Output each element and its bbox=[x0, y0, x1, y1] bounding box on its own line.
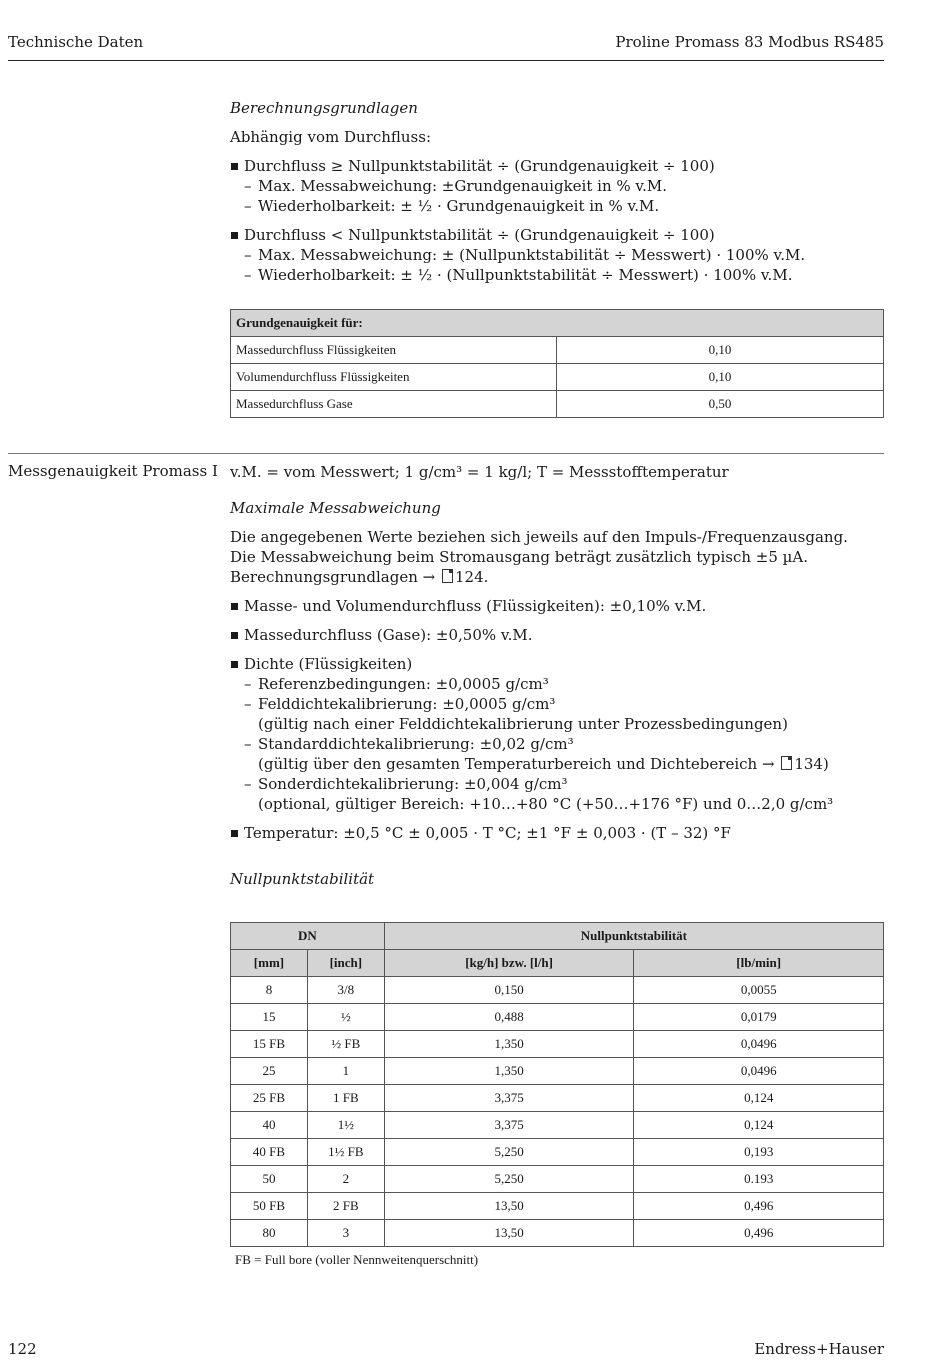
dn-inch-cell: 1 FB bbox=[307, 1085, 384, 1112]
density-sub-3-note bbox=[230, 754, 884, 774]
density-sub-3-text: Standarddichtekalibrierung: ±0,02 g/cm³ bbox=[258, 735, 574, 753]
table-row bbox=[231, 364, 884, 391]
accuracy-bullet-mass-volume-text: Masse- und Volumendurchfluss (Flüssigkeiten): ±0,10% v.M. bbox=[244, 597, 707, 615]
calc-bullet-1-sub-2: – Wiederholbarkeit: ± ½ · Grundgenauigkeit in % v.M. bbox=[244, 197, 660, 215]
row-value: 0,10 bbox=[557, 364, 884, 391]
lbmin-cell: 0,0496 bbox=[634, 1031, 884, 1058]
kgh-cell: 1,350 bbox=[384, 1031, 634, 1058]
mm-header: [mm] bbox=[231, 950, 308, 977]
accuracy-bullet-gas-text: Massedurchfluss (Gase): ±0,50% v.M. bbox=[244, 626, 533, 644]
zero-stability-body bbox=[231, 977, 884, 1247]
zero-stability-table bbox=[230, 922, 884, 1247]
table-row bbox=[231, 1085, 884, 1112]
density-sub-2-note: (gültig nach einer Felddichtekalibrierung unter Prozessbedingungen) bbox=[258, 715, 788, 733]
table-row bbox=[231, 1193, 884, 1220]
lbmin-cell: 0,0179 bbox=[634, 1004, 884, 1031]
lbmin-cell: 0,496 bbox=[634, 1220, 884, 1247]
calc-intro: Abhängig vom Durchfluss: bbox=[230, 128, 431, 146]
table-subheader-row bbox=[231, 950, 884, 977]
brand-name: Endress+Hauser bbox=[754, 1340, 884, 1358]
calc-title: Berechnungsgrundlagen bbox=[230, 99, 418, 117]
max-error-title: Maximale Messabweichung bbox=[230, 499, 441, 517]
lbmin-cell: 0,0055 bbox=[634, 977, 884, 1004]
density-sub-2: – Felddichtekalibrierung: ±0,0005 g/cm³ bbox=[244, 695, 556, 713]
accuracy-bullet-density bbox=[230, 654, 884, 674]
table-row bbox=[231, 977, 884, 1004]
table-row bbox=[231, 1166, 884, 1193]
accuracy-block bbox=[230, 462, 884, 889]
row-label: Massedurchfluss Gase bbox=[231, 391, 557, 418]
base-accuracy-header: Grundgenauigkeit für: bbox=[231, 310, 884, 337]
table-row bbox=[231, 1004, 884, 1031]
page-ref-icon bbox=[442, 569, 453, 583]
page-ref-link[interactable]: 124. bbox=[454, 568, 489, 586]
lbmin-cell: 0,193 bbox=[634, 1139, 884, 1166]
density-sub-4-text: Sonderdichtekalibrierung: ±0,004 g/cm³ bbox=[258, 775, 568, 793]
calc-bullet-2 bbox=[230, 225, 884, 245]
table-row bbox=[231, 1220, 884, 1247]
max-error-text-1: Die angegebenen Werte beziehen sich jeweils auf den Impuls-/Frequenzausgang. bbox=[230, 528, 848, 546]
row-label: Volumendurchfluss Flüssigkeiten bbox=[231, 364, 557, 391]
kgh-header: [kg/h] bzw. [l/h] bbox=[384, 950, 634, 977]
kgh-cell: 5,250 bbox=[384, 1139, 634, 1166]
calc-block bbox=[230, 98, 884, 285]
page-ref-link[interactable]: 134) bbox=[794, 755, 829, 773]
dn-mm-cell: 15 bbox=[231, 1004, 308, 1031]
dn-inch-cell: 3 bbox=[307, 1220, 384, 1247]
accuracy-bullet-density-text: Dichte (Flüssigkeiten) bbox=[244, 655, 413, 673]
lbmin-cell: 0,0496 bbox=[634, 1058, 884, 1085]
calc-bullet-2-sub-1-text: Max. Messabweichung: ± (Nullpunktstabilität ÷ Messwert) · 100% v.M. bbox=[258, 246, 806, 264]
row-label: Massedurchfluss Flüssigkeiten bbox=[231, 337, 557, 364]
dn-mm-cell: 50 bbox=[231, 1166, 308, 1193]
calc-bullet-1 bbox=[230, 156, 884, 176]
density-sub-2-text: Felddichtekalibrierung: ±0,0005 g/cm³ bbox=[258, 695, 556, 713]
calc-bullet-1-sub-1: – Max. Messabweichung: ±Grundgenauigkeit in % v.M. bbox=[244, 177, 667, 195]
calc-bullet-2-sub-2: – Wiederholbarkeit: ± ½ · (Nullpunktstabilität ÷ Messwert) · 100% v.M. bbox=[244, 266, 793, 284]
calc-bullet-1-sub-1-text: Max. Messabweichung: ±Grundgenauigkeit in % v.M. bbox=[258, 177, 667, 195]
row-value: 0,50 bbox=[557, 391, 884, 418]
table-row bbox=[231, 1058, 884, 1085]
accuracy-bullet-temperature bbox=[230, 823, 884, 843]
dn-mm-cell: 25 FB bbox=[231, 1085, 308, 1112]
dn-header: DN bbox=[231, 923, 385, 950]
density-sub-3: – Standarddichtekalibrierung: ±0,02 g/cm³ bbox=[244, 735, 574, 753]
accuracy-bullet-gas bbox=[230, 625, 884, 645]
density-sub-1-text: Referenzbedingungen: ±0,0005 g/cm³ bbox=[258, 675, 549, 693]
dn-mm-cell: 40 bbox=[231, 1112, 308, 1139]
lbmin-header: [lb/min] bbox=[634, 950, 884, 977]
section-side-label: Messgenauigkeit Promass I bbox=[8, 462, 218, 480]
kgh-cell: 0,150 bbox=[384, 977, 634, 1004]
table-row bbox=[231, 391, 884, 418]
zero-stability-title: Nullpunktstabilität bbox=[230, 870, 375, 888]
density-sub-1: – Referenzbedingungen: ±0,0005 g/cm³ bbox=[244, 675, 549, 693]
zero-stability-header: Nullpunktstabilität bbox=[384, 923, 883, 950]
dn-mm-cell: 25 bbox=[231, 1058, 308, 1085]
dn-inch-cell: ½ bbox=[307, 1004, 384, 1031]
dn-mm-cell: 80 bbox=[231, 1220, 308, 1247]
density-sub-4: – Sonderdichtekalibrierung: ±0,004 g/cm³ bbox=[244, 775, 568, 793]
base-accuracy-table bbox=[230, 309, 884, 418]
accuracy-bullet-mass-volume bbox=[230, 596, 884, 616]
kgh-cell: 13,50 bbox=[384, 1220, 634, 1247]
page-number: 122 bbox=[8, 1340, 37, 1358]
dn-inch-cell: 1½ FB bbox=[307, 1139, 384, 1166]
inch-header: [inch] bbox=[307, 950, 384, 977]
lbmin-cell: 0,124 bbox=[634, 1085, 884, 1112]
kgh-cell: 0,488 bbox=[384, 1004, 634, 1031]
lbmin-cell: 0,124 bbox=[634, 1112, 884, 1139]
calc-bullet-2-sub-1: – Max. Messabweichung: ± (Nullpunktstabilität ÷ Messwert) · 100% v.M. bbox=[244, 246, 806, 264]
definition-line: v.M. = vom Messwert; 1 g/cm³ = 1 kg/l; T = Messstofftemperatur bbox=[230, 463, 729, 481]
row-value: 0,10 bbox=[557, 337, 884, 364]
header-section-title: Technische Daten bbox=[8, 33, 144, 51]
header-product-title: Proline Promass 83 Modbus RS485 bbox=[615, 33, 884, 51]
dn-inch-cell: 2 bbox=[307, 1166, 384, 1193]
lbmin-cell: 0,496 bbox=[634, 1193, 884, 1220]
table-header-row bbox=[231, 923, 884, 950]
dn-inch-cell: 3/8 bbox=[307, 977, 384, 1004]
kgh-cell: 3,375 bbox=[384, 1112, 634, 1139]
table-footnote: FB = Full bore (voller Nennweitenquerschnitt) bbox=[235, 1252, 479, 1267]
lbmin-cell: 0.193 bbox=[634, 1166, 884, 1193]
dn-inch-cell: 1 bbox=[307, 1058, 384, 1085]
dn-mm-cell: 40 FB bbox=[231, 1139, 308, 1166]
max-error-text-3-pre: Berechnungsgrundlagen → bbox=[230, 568, 436, 586]
table-header-row bbox=[231, 310, 884, 337]
kgh-cell: 1,350 bbox=[384, 1058, 634, 1085]
calc-bullet-2-sub-2-text: Wiederholbarkeit: ± ½ · (Nullpunktstabilität ÷ Messwert) · 100% v.M. bbox=[258, 266, 793, 284]
calc-bullet-2-text: Durchfluss < Nullpunktstabilität ÷ (Grundgenauigkeit ÷ 100) bbox=[244, 226, 715, 244]
density-sub-4-note: (optional, gültiger Bereich: +10…+80 °C (+50…+176 °F) und 0…2,0 g/cm³ bbox=[258, 795, 834, 813]
table-row bbox=[231, 1112, 884, 1139]
max-error-text-2: Die Messabweichung beim Stromausgang beträgt zusätzlich typisch ±5 µA. bbox=[230, 548, 809, 566]
density-sub-3-note-pre: (gültig über den gesamten Temperaturbereich und Dichtebereich → bbox=[258, 755, 775, 773]
calc-bullet-1-text: Durchfluss ≥ Nullpunktstabilität ÷ (Grundgenauigkeit ÷ 100) bbox=[244, 157, 715, 175]
table-row bbox=[231, 1031, 884, 1058]
table-row bbox=[231, 337, 884, 364]
calc-bullet-1-sub-2-text: Wiederholbarkeit: ± ½ · Grundgenauigkeit in % v.M. bbox=[258, 197, 660, 215]
dn-inch-cell: ½ FB bbox=[307, 1031, 384, 1058]
dn-mm-cell: 8 bbox=[231, 977, 308, 1004]
dn-mm-cell: 50 FB bbox=[231, 1193, 308, 1220]
dn-mm-cell: 15 FB bbox=[231, 1031, 308, 1058]
dn-inch-cell: 2 FB bbox=[307, 1193, 384, 1220]
page-ref-icon bbox=[781, 756, 792, 770]
kgh-cell: 3,375 bbox=[384, 1085, 634, 1112]
page-header bbox=[8, 30, 884, 61]
dn-inch-cell: 1½ bbox=[307, 1112, 384, 1139]
accuracy-bullet-temperature-text: Temperatur: ±0,5 °C ± 0,005 · T °C; ±1 °F ± 0,003 · (T – 32) °F bbox=[244, 824, 731, 842]
table-row bbox=[231, 1139, 884, 1166]
max-error-text-3 bbox=[230, 567, 884, 587]
section-divider bbox=[8, 453, 884, 454]
kgh-cell: 5,250 bbox=[384, 1166, 634, 1193]
kgh-cell: 13,50 bbox=[384, 1193, 634, 1220]
